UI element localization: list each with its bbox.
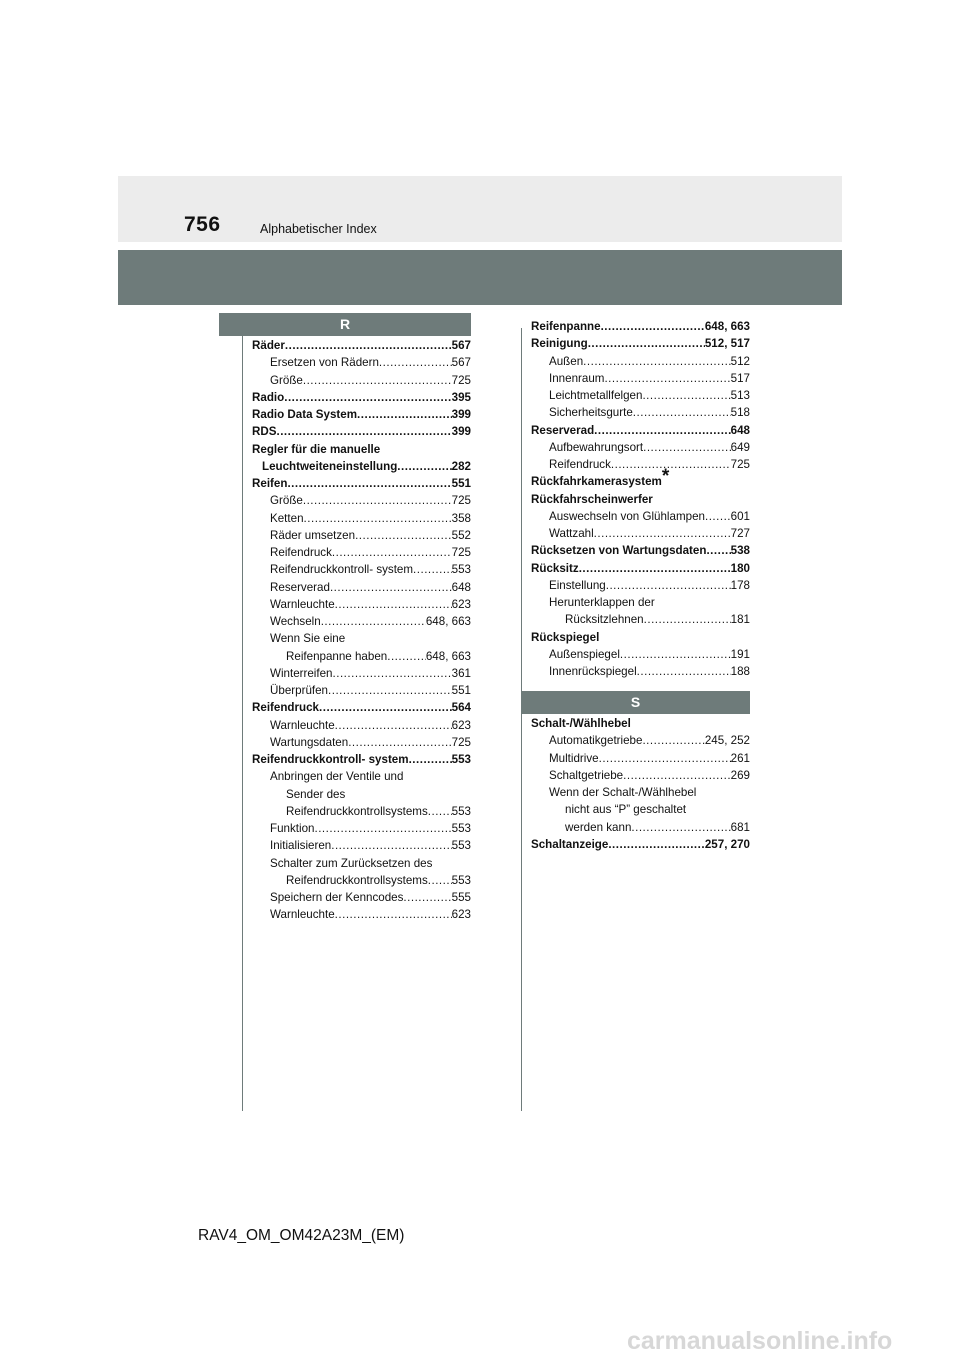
index-entry-label: Ersetzen von Rädern <box>270 356 379 370</box>
leader-dots <box>606 577 731 594</box>
index-entry <box>252 906 471 923</box>
index-entry <box>531 404 750 421</box>
index-entry-page: 601 <box>730 509 750 523</box>
index-entry <box>252 372 471 389</box>
leader-dots <box>631 819 730 836</box>
index-entry <box>531 456 750 473</box>
column-rule-right <box>521 328 522 1111</box>
index-entry-label: Reserverad <box>531 423 595 437</box>
index-entry <box>531 594 750 611</box>
index-entry-page: 180 <box>730 561 750 575</box>
leader-dots <box>335 717 452 734</box>
index-entry-label: Winterreifen <box>270 666 333 680</box>
index-entry-page: 257, 270 <box>704 837 750 851</box>
leader-dots <box>642 732 704 749</box>
index-entry <box>531 353 750 370</box>
leader-dots <box>335 596 452 613</box>
leader-dots <box>599 750 731 767</box>
index-entry-page: 725 <box>451 735 471 749</box>
leader-dots <box>357 406 452 423</box>
index-entry-page: 555 <box>451 891 471 904</box>
leader-dots <box>601 318 705 335</box>
index-entry-label: Größe <box>270 494 303 508</box>
index-entry-page: 648 <box>451 580 471 594</box>
index-entry-page: 623 <box>451 908 471 922</box>
leader-dots <box>287 475 451 492</box>
leader-dots <box>397 458 451 475</box>
index-entry <box>252 492 471 509</box>
index-entry <box>531 784 750 801</box>
index-entry <box>252 803 471 820</box>
leader-dots <box>594 422 730 439</box>
index-entry-label: Reifendruckkontrollsystems <box>286 804 428 818</box>
index-entry-page: 188 <box>730 665 750 678</box>
index-entry <box>252 441 471 458</box>
index-entry <box>252 337 471 354</box>
leader-dots <box>285 337 452 354</box>
index-entry-page: 649 <box>730 440 750 454</box>
index-entry-page: 623 <box>451 718 471 732</box>
index-entry <box>252 751 471 768</box>
index-entry <box>252 699 471 716</box>
leader-dots <box>284 389 451 406</box>
index-entry <box>252 682 471 699</box>
index-entry-label: Herunterklappen der <box>549 596 655 609</box>
index-entry <box>252 458 471 475</box>
index-entry-label: Schalt-/Wählhebel <box>531 717 631 730</box>
index-entry-page: 395 <box>451 390 471 404</box>
index-entry-label: Radio Data System <box>252 408 358 421</box>
index-entry-label: Rücksitzlehnen <box>565 613 644 627</box>
index-entry <box>252 630 471 647</box>
leader-dots <box>304 510 452 527</box>
index-entry-label: Wenn Sie eine <box>270 632 346 646</box>
leader-dots <box>705 508 731 525</box>
index-entry-label: Multidrive <box>549 751 599 765</box>
index-entry-label: Reifendruck <box>549 458 611 471</box>
index-entry-label: Leuchtweiteneinstellung <box>262 459 398 473</box>
index-column-left <box>252 337 471 924</box>
leader-dots <box>328 682 452 699</box>
index-entry-page: 725 <box>451 373 471 387</box>
index-entry-page: 361 <box>451 666 471 680</box>
leader-dots <box>321 613 426 630</box>
column-rule-left <box>242 328 243 1111</box>
index-entry <box>531 629 750 646</box>
index-entry-label: Reserverad <box>270 580 330 594</box>
leader-dots <box>594 525 731 542</box>
index-entry-label: nicht aus “P” geschaltet <box>565 803 687 817</box>
index-entry <box>531 542 750 559</box>
leader-dots <box>403 889 451 906</box>
leader-dots <box>623 767 731 784</box>
index-entry <box>252 872 471 889</box>
index-entry-page: 553 <box>451 753 471 766</box>
page-number: 756 <box>184 213 221 236</box>
index-entry-label: Wechseln <box>270 615 321 628</box>
index-entry-page: 181 <box>730 613 750 627</box>
index-entry-page: 552 <box>451 528 471 542</box>
index-entry <box>531 732 750 749</box>
leader-dots <box>604 370 730 387</box>
index-entry-page: 681 <box>730 820 750 834</box>
index-entry <box>531 767 750 784</box>
index-entry-label: Regler für die manuelle <box>252 442 381 456</box>
index-entry-page: 245, 252 <box>704 734 750 748</box>
leader-dots <box>579 560 731 577</box>
index-letter-s: S <box>521 691 750 714</box>
index-entry-label: Schalter zum Zurücksetzen des <box>270 856 433 870</box>
index-entry-page: 648, 663 <box>704 320 750 333</box>
index-entry <box>252 648 471 665</box>
index-entry <box>252 389 471 406</box>
index-entry-label: Schaltgetriebe <box>549 768 624 782</box>
index-entry <box>252 613 471 630</box>
index-entry-label: Warnleuchte <box>270 597 335 611</box>
index-entry-label: Einstellung <box>549 578 606 592</box>
index-entry-label: Größe <box>270 373 303 387</box>
index-entry-page: 553 <box>451 563 471 577</box>
index-entry-page: 725 <box>730 458 750 471</box>
index-entry-page: 553 <box>451 822 471 835</box>
index-entry <box>252 579 471 596</box>
index-entry-label: Sicherheitsgurte <box>549 406 633 420</box>
index-entry-page: 399 <box>451 408 471 421</box>
index-entry <box>252 837 471 854</box>
index-entry <box>531 577 750 594</box>
index-entry <box>531 491 750 508</box>
index-entry-label: Reifendruck <box>270 546 332 559</box>
index-entry <box>252 665 471 682</box>
index-entry-label: Überprüfen <box>270 684 329 697</box>
index-entry-label: Rückfahrscheinwerfer <box>531 492 653 506</box>
index-entry <box>531 715 750 732</box>
index-entry <box>252 510 471 527</box>
index-entry-page: 551 <box>451 477 471 490</box>
header-band <box>118 176 842 242</box>
index-entry-label: Reifendruck <box>252 701 320 715</box>
index-entry-label: Anbringen der Ventile und <box>270 770 404 784</box>
leader-dots <box>319 699 452 716</box>
leader-dots <box>428 803 452 820</box>
index-entry-label: Warnleuchte <box>270 718 335 732</box>
index-entry-label: Wartungsdaten <box>270 735 349 749</box>
index-entry-page: 648, 663 <box>425 649 471 663</box>
leader-dots <box>333 665 452 682</box>
index-entry <box>531 525 750 542</box>
leader-dots <box>332 544 452 561</box>
leader-dots <box>588 335 705 352</box>
index-entry-page: 538 <box>730 544 750 558</box>
leader-dots <box>276 423 451 440</box>
leader-dots <box>330 579 452 596</box>
leader-dots <box>379 354 452 371</box>
index-entry-page: 513 <box>730 389 750 402</box>
index-entry-page: 725 <box>451 546 471 559</box>
index-entry-label: Außen <box>549 354 584 368</box>
index-entry <box>252 734 471 751</box>
leader-dots <box>314 820 451 837</box>
index-entry-page: 517 <box>730 371 750 385</box>
index-entry-page: 191 <box>730 647 750 661</box>
index-entry-label: Rückspiegel <box>531 630 600 644</box>
index-entry <box>531 801 750 818</box>
index-entry <box>252 406 471 423</box>
leader-dots <box>643 439 731 456</box>
index-entry-label: Automatikgetriebe <box>549 734 643 748</box>
index-column-right-r <box>531 318 750 680</box>
leader-dots <box>583 353 730 370</box>
index-entry-page: 567 <box>451 356 471 370</box>
leader-dots <box>642 387 730 404</box>
index-entry-label: Reifendruckkontroll- system <box>252 753 409 766</box>
section-title: Alphabetischer Index <box>260 222 377 236</box>
index-entry <box>252 820 471 837</box>
index-entry <box>252 475 471 492</box>
index-entry-label: Innenraum <box>549 371 605 385</box>
index-entry-page: 553 <box>451 873 471 887</box>
index-entry-label: werden kann <box>565 820 632 834</box>
index-entry-label: Außenspiegel <box>549 647 620 661</box>
leader-dots <box>611 456 731 473</box>
leader-dots <box>637 663 731 680</box>
index-entry-page: 518 <box>730 406 750 420</box>
index-entry-label: Rückfahrkamerasystem <box>531 475 662 489</box>
index-entry <box>531 370 750 387</box>
index-entry-page: 512, 517 <box>704 337 750 351</box>
index-entry-page: 564 <box>451 701 471 715</box>
index-entry <box>531 819 750 836</box>
index-entry-label: Rücksetzen von Wartungsdaten <box>531 544 707 558</box>
index-entry-page: 282 <box>451 459 471 473</box>
leader-dots <box>331 837 451 854</box>
index-entry-label: Radio <box>252 390 285 404</box>
index-entry-page: 553 <box>451 804 471 818</box>
index-entry <box>252 561 471 578</box>
index-entry <box>531 508 750 525</box>
title-band <box>118 250 842 305</box>
index-entry <box>531 318 750 335</box>
index-entry <box>531 611 750 628</box>
leader-dots <box>387 648 426 665</box>
index-entry-page: 553 <box>451 839 471 853</box>
index-entry-label: Reifendruckkontrollsystems <box>286 873 428 887</box>
index-entry-page: 623 <box>451 597 471 611</box>
index-entry-label: Aufbewahrungsort <box>549 440 644 454</box>
leader-dots <box>348 734 451 751</box>
index-entry <box>252 855 471 872</box>
index-entry-label: Initialisieren <box>270 839 332 853</box>
index-entry-label: Speichern der Kenncodes <box>270 891 404 904</box>
index-entry <box>252 354 471 371</box>
index-entry-label: Auswechseln von Glühlampen <box>549 509 705 523</box>
leader-dots <box>413 561 452 578</box>
index-entry-page: 727 <box>730 527 750 540</box>
index-entry <box>252 889 471 906</box>
index-entry-label: Räder umsetzen <box>270 528 356 542</box>
leader-dots <box>633 404 731 421</box>
index-entry-label: Sender des <box>286 787 346 801</box>
index-entry-page: 648, 663 <box>425 615 471 628</box>
index-entry <box>531 387 750 404</box>
index-entry-label: Reinigung <box>531 337 588 351</box>
leader-dots <box>303 492 452 509</box>
index-letter-r: R <box>219 313 471 336</box>
index-entry-label: Reifenpanne <box>531 320 601 333</box>
footnote-star: * <box>661 466 670 488</box>
index-entry-label: Rücksitz <box>531 561 579 575</box>
index-entry-label: Reifendruckkontroll- system <box>270 563 414 577</box>
index-entry-page: 358 <box>451 511 471 525</box>
index-entry-label: Räder <box>252 339 285 352</box>
index-entry <box>531 836 750 853</box>
index-entry <box>252 717 471 734</box>
index-entry-page: 551 <box>451 684 471 697</box>
index-entry <box>531 560 750 577</box>
leader-dots <box>335 906 452 923</box>
index-entry <box>252 527 471 544</box>
index-entry <box>531 750 750 767</box>
index-entry <box>531 422 750 439</box>
index-entry-label: RDS <box>252 425 277 439</box>
index-entry-label: Reifenpanne haben <box>286 649 388 663</box>
index-entry <box>252 768 471 785</box>
index-entry-page: 269 <box>730 768 750 782</box>
index-entry-page: 725 <box>451 494 471 508</box>
watermark-logo: carmanualsonline.info <box>627 1327 893 1355</box>
leader-dots <box>409 751 452 768</box>
leader-dots <box>706 542 730 559</box>
index-entry-label: Funktion <box>270 822 315 835</box>
leader-dots <box>608 836 705 853</box>
index-entry <box>252 423 471 440</box>
index-entry-label: Wenn der Schalt-/Wählhebel <box>549 786 697 799</box>
footer-doc-code: RAV4_OM_OM42A23M_(EM) <box>198 1227 405 1244</box>
index-column-right-s <box>531 715 750 853</box>
index-entry-label: Schaltanzeige <box>531 837 609 851</box>
index-entry-page: 178 <box>730 578 750 592</box>
index-entry <box>531 663 750 680</box>
leader-dots <box>428 872 452 889</box>
index-entry <box>252 544 471 561</box>
index-entry-page: 399 <box>451 425 471 439</box>
index-entry-page: 512 <box>730 354 750 368</box>
leader-dots <box>355 527 452 544</box>
leader-dots <box>620 646 731 663</box>
leader-dots <box>303 372 452 389</box>
index-entry-page: 648 <box>730 423 750 437</box>
index-entry-label: Wattzahl <box>549 527 594 540</box>
index-entry-page: 567 <box>451 339 471 352</box>
index-entry <box>531 646 750 663</box>
index-entry <box>252 786 471 803</box>
leader-dots <box>644 611 731 628</box>
index-entry <box>531 439 750 456</box>
index-entry <box>252 596 471 613</box>
index-entry-label: Innenrückspiegel <box>549 665 637 678</box>
index-entry <box>531 466 750 490</box>
index-entry-label: Leichtmetallfelgen <box>549 389 643 402</box>
index-entry-label: Warnleuchte <box>270 908 335 922</box>
index-entry-label: Ketten <box>270 511 304 525</box>
index-entry <box>531 335 750 352</box>
index-entry-page: 261 <box>730 751 750 765</box>
index-entry-label: Reifen <box>252 477 288 490</box>
